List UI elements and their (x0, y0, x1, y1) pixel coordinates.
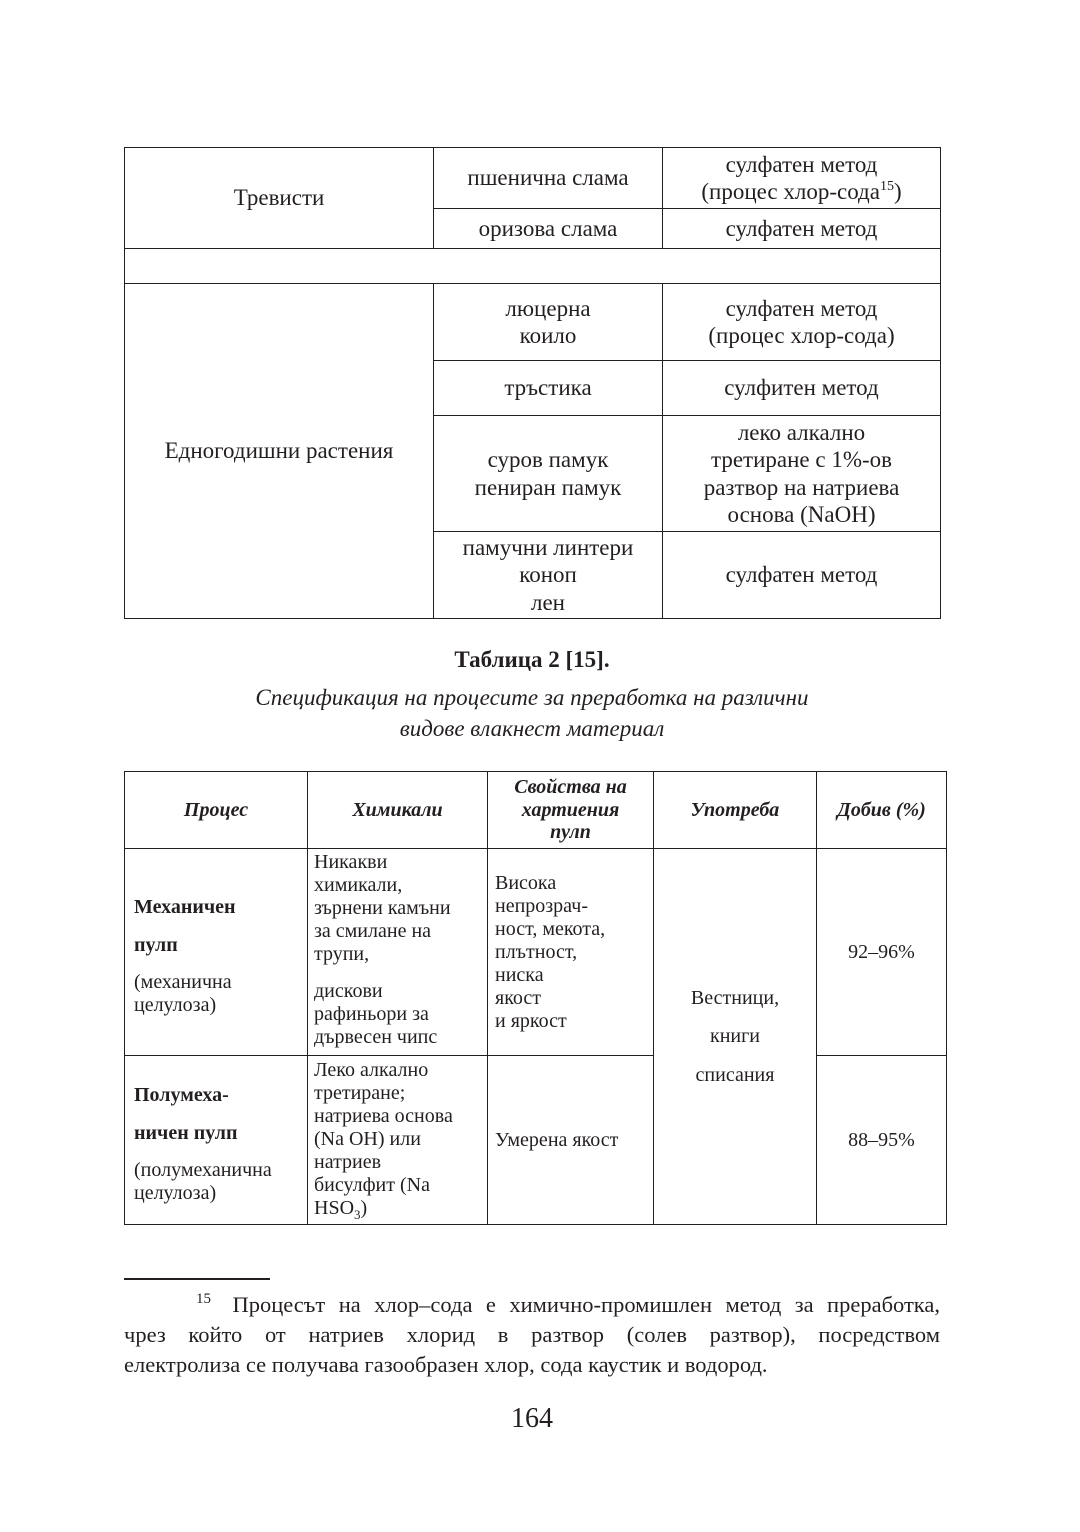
chemicals-line: Никакви (314, 851, 388, 873)
header-row (125, 772, 947, 849)
chemicals-line: натриев (314, 1151, 382, 1173)
header-line: Употреба (690, 798, 780, 821)
plant-label: суров памук (487, 447, 609, 472)
table-row (125, 849, 947, 1056)
method-line: сулфатен метод (725, 215, 878, 241)
chemicals-line (314, 1197, 487, 1220)
chemicals-line: (Na OH) или (314, 1128, 421, 1150)
chemicals-line: химикали, (314, 874, 403, 896)
process-alt-line: (механична (134, 971, 232, 993)
chemicals-line: дървесен чипс (314, 1026, 438, 1048)
table-row (125, 148, 941, 209)
process-name-line: пулп (134, 934, 178, 956)
caption-subtitle-line: видове влакнест материал (399, 715, 665, 741)
column-header-properties (488, 772, 654, 849)
plant-label: пениран памук (474, 474, 622, 500)
method-cell (663, 416, 941, 532)
plant-cell (434, 416, 663, 532)
yield-value: 92–96% (848, 940, 915, 963)
method-cell (663, 209, 941, 249)
process-name-line: Механичен (134, 896, 236, 918)
column-header-yield (817, 772, 947, 849)
yield-cell (817, 849, 947, 1056)
process-alt-line: (полумеханична (134, 1159, 272, 1181)
properties-line: плътност, (495, 940, 578, 963)
category-cell (125, 148, 434, 249)
column-header-process (125, 772, 308, 849)
footnote-text: Процесът на хлор–сода е химично-промишлен метод за преработка, (232, 1292, 941, 1317)
header-line: Процес (183, 798, 249, 821)
spacer-row (125, 249, 941, 284)
chemicals-line: трупи, (314, 943, 370, 965)
footnote-line: чрез който от натриев хлорид в разтвор (солев разтвор), посредством (124, 1322, 940, 1347)
chemicals-line: дискови (314, 980, 383, 1002)
usage-line: книги (709, 1025, 761, 1048)
chemicals-paragraph (314, 1059, 487, 1220)
caption-subtitle-line: Спецификация на процесите за преработка на различни (255, 684, 809, 710)
method-cell (663, 361, 941, 416)
chemicals-formula-tail: ) (360, 1197, 368, 1219)
process-name-line: Полумеха- (134, 1084, 229, 1106)
plant-cell (434, 148, 663, 209)
footnote-marker: 15 (196, 1291, 211, 1307)
footnote-line: електролиза се получава газообразен хлор, сода каустик и водород. (124, 1352, 768, 1377)
method-line: основа (NaOH) (727, 502, 876, 527)
table-row (125, 284, 941, 361)
yield-cell (817, 1056, 947, 1225)
column-header-usage (654, 772, 817, 849)
method-text-tail: ) (893, 179, 902, 204)
method-line: сулфатен метод (725, 151, 878, 177)
plant-cell (434, 532, 663, 619)
plant-cell (434, 209, 663, 249)
chemicals-paragraph (314, 851, 487, 966)
method-line: сулфитен метод (724, 375, 879, 401)
usage-cell (654, 849, 817, 1225)
spacer-cell (125, 249, 941, 284)
properties-line: Умерена якост (495, 1128, 619, 1151)
chemicals-formula: HSO (314, 1197, 355, 1219)
header-line: хартиения (521, 798, 620, 821)
process-alt-line: целулоза) (134, 1181, 217, 1204)
plant-cell (434, 284, 663, 361)
chemicals-line: бисулфит (Na (314, 1174, 430, 1196)
chemicals-line: за смилане на (314, 920, 432, 942)
plant-label: коноп (519, 562, 577, 588)
header-line: пулп (550, 821, 591, 844)
column-header-chemicals (308, 772, 488, 849)
properties-line: и яркост (495, 1009, 567, 1032)
plant-label: памучни линтери (462, 534, 634, 560)
usage-line: Вестници, (690, 986, 780, 1009)
properties-line: непрозрач- (495, 894, 588, 917)
header-line: Химикали (352, 798, 443, 821)
plant-label: оризова слама (478, 215, 618, 241)
header-line: Свойства на (514, 776, 627, 799)
process-alt-name (134, 971, 307, 1016)
process-alt-name (134, 1159, 307, 1204)
chemicals-formula-subscript: 3 (354, 1207, 361, 1222)
method-cell (663, 148, 941, 209)
properties-cell (488, 849, 654, 1056)
plant-label: лен (531, 589, 565, 615)
method-line: сулфатен метод (725, 562, 878, 588)
method-line: (процес хлор-сода) (708, 323, 895, 348)
footnote-line (124, 1290, 940, 1320)
footnote (124, 1290, 940, 1380)
process-name-line: ничен пулп (134, 1122, 238, 1144)
caption-subtitle (124, 677, 940, 739)
chemicals-paragraph (314, 980, 487, 1049)
page-number: 164 (511, 1403, 553, 1434)
method-line (663, 178, 940, 206)
caption-title: Таблица 2 [15]. (454, 647, 610, 672)
chemicals-line: зърнени камъни (314, 897, 451, 919)
footnote-reference: 15 (879, 179, 894, 194)
method-line: леко алкално (737, 419, 866, 445)
usage-line: списания (695, 1063, 775, 1086)
table-row (125, 1056, 947, 1225)
chemicals-line: натриева основа (314, 1105, 453, 1127)
properties-line: ниска (495, 963, 544, 986)
chemicals-line: Леко алкално (314, 1059, 429, 1081)
properties-line: ност, мекота, (495, 917, 606, 940)
method-cell (663, 284, 941, 361)
method-line: сулфатен метод (725, 295, 878, 321)
table-caption (124, 645, 940, 739)
chemicals-line: рафиньори за (314, 1003, 429, 1025)
process-cell (125, 1056, 308, 1225)
yield-value: 88–95% (848, 1128, 915, 1151)
chemicals-line: третиране; (314, 1082, 406, 1104)
chemicals-cell (308, 1056, 488, 1225)
plant-cell (434, 361, 663, 416)
chemicals-cell (308, 849, 488, 1056)
plant-processing-table (124, 147, 941, 619)
plant-label: тръстика (504, 375, 592, 401)
method-line: третиране с 1%-ов (710, 447, 892, 472)
category-cell (125, 284, 434, 619)
plant-label: люцерна (505, 295, 591, 321)
method-line: разтвор на натриева (703, 474, 900, 500)
properties-cell (488, 1056, 654, 1225)
process-cell (125, 849, 308, 1056)
plant-label: пшенична слама (467, 165, 629, 191)
properties-line: Висока (495, 871, 557, 894)
footnote-divider (124, 1278, 270, 1280)
pulp-process-table (124, 771, 947, 1225)
category-label: Тревисти (233, 185, 325, 211)
category-label: Едногодишни растения (164, 438, 394, 464)
method-cell (663, 532, 941, 619)
process-alt-line: целулоза) (134, 993, 217, 1016)
header-line: Добив (%) (837, 798, 926, 821)
properties-line: якост (495, 986, 542, 1009)
plant-label: коило (519, 323, 577, 348)
method-text: (процес хлор-сода (701, 179, 880, 204)
